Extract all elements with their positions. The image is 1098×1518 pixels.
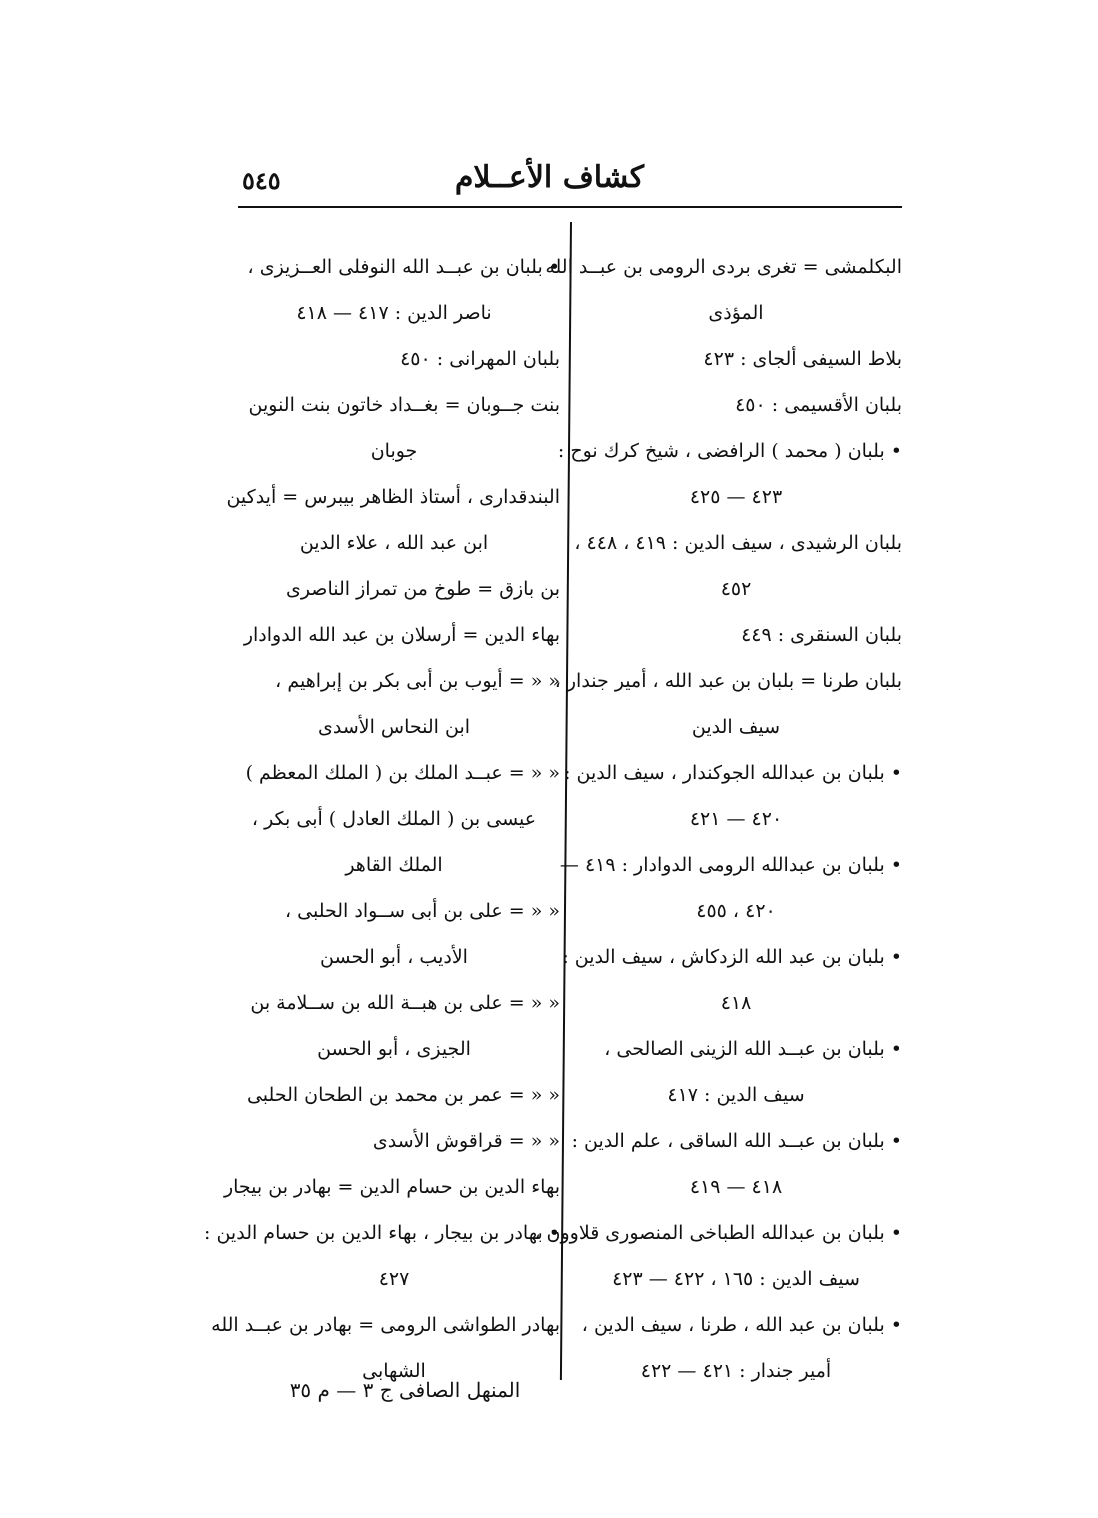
- entry-text: بلبان الأقسيمى : ٤٥٠: [735, 394, 902, 416]
- entry-continuation: ٤٢٠ ، ٤٥٥: [696, 900, 776, 922]
- index-entry: [250, 658, 560, 750]
- index-entry: [534, 1210, 902, 1302]
- entry-text: بهاء الدين بن حسام الدين = بهادر بن بيجار: [223, 1176, 560, 1198]
- entry-text: • بلبان بن عبــد الله الساقى ، علم الدين :: [571, 1130, 902, 1152]
- entry-text: « « = عبــد الملك بن ( الملك المعظم ): [245, 762, 560, 784]
- entry-text: • بلبان بن عبدالله الجوكندار ، سيف الدين :: [564, 762, 902, 784]
- column-divider: [560, 222, 572, 1380]
- entry-text: بنت جــوبان = بغــداد خاتون بنت النوين: [248, 394, 560, 416]
- entry-continuation: سيف الدين : ٤١٧: [667, 1084, 805, 1106]
- index-entry: [557, 428, 902, 520]
- index-entry: [245, 750, 560, 888]
- page-number: ٥٤٥: [242, 166, 281, 195]
- running-header: [238, 160, 902, 206]
- entry-text: البكلمشى = تغرى بردى الرومى بن عبــد الله: [545, 256, 902, 278]
- index-entry: [571, 1118, 902, 1210]
- footer-signature: المنهل الصافى ج ٣ — م ٣٥: [289, 1378, 521, 1402]
- entry-text: بهادر الطواشى الرومى = بهادر بن عبــد الله: [211, 1314, 560, 1336]
- index-entry: [246, 1072, 560, 1118]
- entry-text: « « = قراقوش الأسدى: [372, 1130, 560, 1152]
- index-entry: [559, 842, 902, 934]
- left-column: [204, 244, 560, 1394]
- entry-text: « « = عمر بن محمد بن الطحان الحلبى: [246, 1084, 560, 1106]
- index-entry: [223, 1164, 560, 1210]
- entry-text: بلبان الرشيدى ، سيف الدين : ٤١٩ ، ٤٤٨ ،: [574, 532, 902, 554]
- index-entry: [564, 750, 902, 842]
- index-entry: [250, 980, 560, 1072]
- entry-continuation: سيف الدين: [691, 716, 781, 738]
- index-entry: [581, 1302, 902, 1394]
- entry-continuation: الشهابى: [362, 1360, 426, 1382]
- entry-text: بلبان السنقرى : ٤٤٩: [741, 624, 902, 646]
- entry-continuation: الجيزى ، أبو الحسن: [317, 1038, 471, 1060]
- index-entry: [204, 1210, 560, 1302]
- entry-continuation: ٤٢٧: [378, 1268, 410, 1290]
- entry-continuation: ٤١٨ — ٤١٩: [689, 1176, 783, 1198]
- entry-continuation: الأديب ، أبو الحسن: [320, 946, 468, 968]
- right-column: [534, 244, 902, 1394]
- entry-text: • بلبان بن عبدالله الطباخى المنصورى قلاوون ،: [534, 1222, 902, 1244]
- index-entry: [250, 382, 560, 474]
- entry-text: « « = على بن أبى ســواد الحلبى ،: [284, 900, 560, 922]
- entry-text: بلبان طرنا = بلبان بن عبد الله ، أمير جندار ،: [554, 670, 902, 692]
- entry-continuation: ٤٥٢: [720, 578, 752, 600]
- entry-text: • بهادر بن بيجار ، بهاء الدين بن حسام الدين :: [204, 1222, 560, 1244]
- entry-text: بن بازق = طوخ من تمراز الناصرى: [285, 578, 560, 600]
- entry-text: بلبان المهرانى : ٤٥٠: [400, 348, 560, 370]
- index-entry: [250, 888, 560, 980]
- index-entry: [592, 1026, 902, 1118]
- entry-continuation: ابن عبد الله ، علاء الدين: [299, 532, 489, 554]
- index-entry: [226, 474, 560, 566]
- entry-continuation: عيسى بن ( الملك العادل ) أبى بكر ،: [251, 808, 537, 830]
- index-entry: [247, 244, 560, 336]
- index-entry: [250, 1118, 560, 1164]
- entry-text: البندقدارى ، أستاذ الظاهر بيبرس = أيدكين: [226, 486, 560, 508]
- entry-text: « « = أيوب بن أبى بكر بن إبراهيم ،: [275, 670, 560, 692]
- page-title: كشاف الأعــلام: [454, 160, 644, 195]
- entry-continuation: ناصر الدين : ٤١٧ — ٤١٨: [296, 302, 492, 324]
- entry-continuation: ابن النحاس الأسدى: [317, 716, 471, 738]
- entry-continuation: أمير جندار : ٤٢١ — ٤٢٢: [640, 1360, 832, 1382]
- entry-text: • بلبان بن عبدالله الرومى الدوادار : ٤١٩ —: [559, 854, 902, 876]
- entry-text: • بلبان بن عبــد الله النوفلى العــزيزى ،: [247, 256, 560, 278]
- index-entry: [592, 382, 902, 428]
- entry-continuation: جوبان: [370, 440, 418, 462]
- index-entry: [545, 244, 902, 336]
- entry-continuation: ٤٢٣ — ٤٢٥: [689, 486, 783, 508]
- index-entry: [592, 336, 902, 382]
- index-entry: [250, 566, 560, 612]
- entry-text: بلاط السيفى ألجاى : ٤٢٣: [703, 348, 902, 370]
- entry-text: • بلبان بن عبد الله ، طرنا ، سيف الدين ،: [581, 1314, 902, 1336]
- index-entry: [243, 612, 560, 658]
- entry-continuation: المؤذى: [708, 302, 764, 324]
- entry-text: « « = على بن هبــة الله بن ســلامة بن: [250, 992, 560, 1014]
- index-entry: [592, 612, 902, 658]
- header-rule: [238, 206, 902, 208]
- entry-continuation: ٤١٨: [720, 992, 752, 1014]
- index-entry: [554, 658, 902, 750]
- index-entry: [574, 520, 902, 612]
- entry-text: • بلبان بن عبــد الله الزينى الصالحى ،: [604, 1038, 902, 1060]
- entry-text: • بلبان بن عبد الله الزدكاش ، سيف الدين :: [562, 946, 902, 968]
- entry-text: • بلبان ( محمد ) الرافضى ، شيخ كرك نوح :: [557, 440, 902, 462]
- entry-text: بهاء الدين = أرسلان بن عبد الله الدوادار: [243, 624, 560, 646]
- entry-continuation: الملك القاهر: [345, 854, 443, 876]
- index-entry: [562, 934, 902, 1026]
- index-entry: [250, 336, 560, 382]
- entry-continuation: ٤٢٠ — ٤٢١: [689, 808, 783, 830]
- entry-continuation: سيف الدين : ١٦٥ ، ٤٢٢ — ٤٢٣: [612, 1268, 860, 1290]
